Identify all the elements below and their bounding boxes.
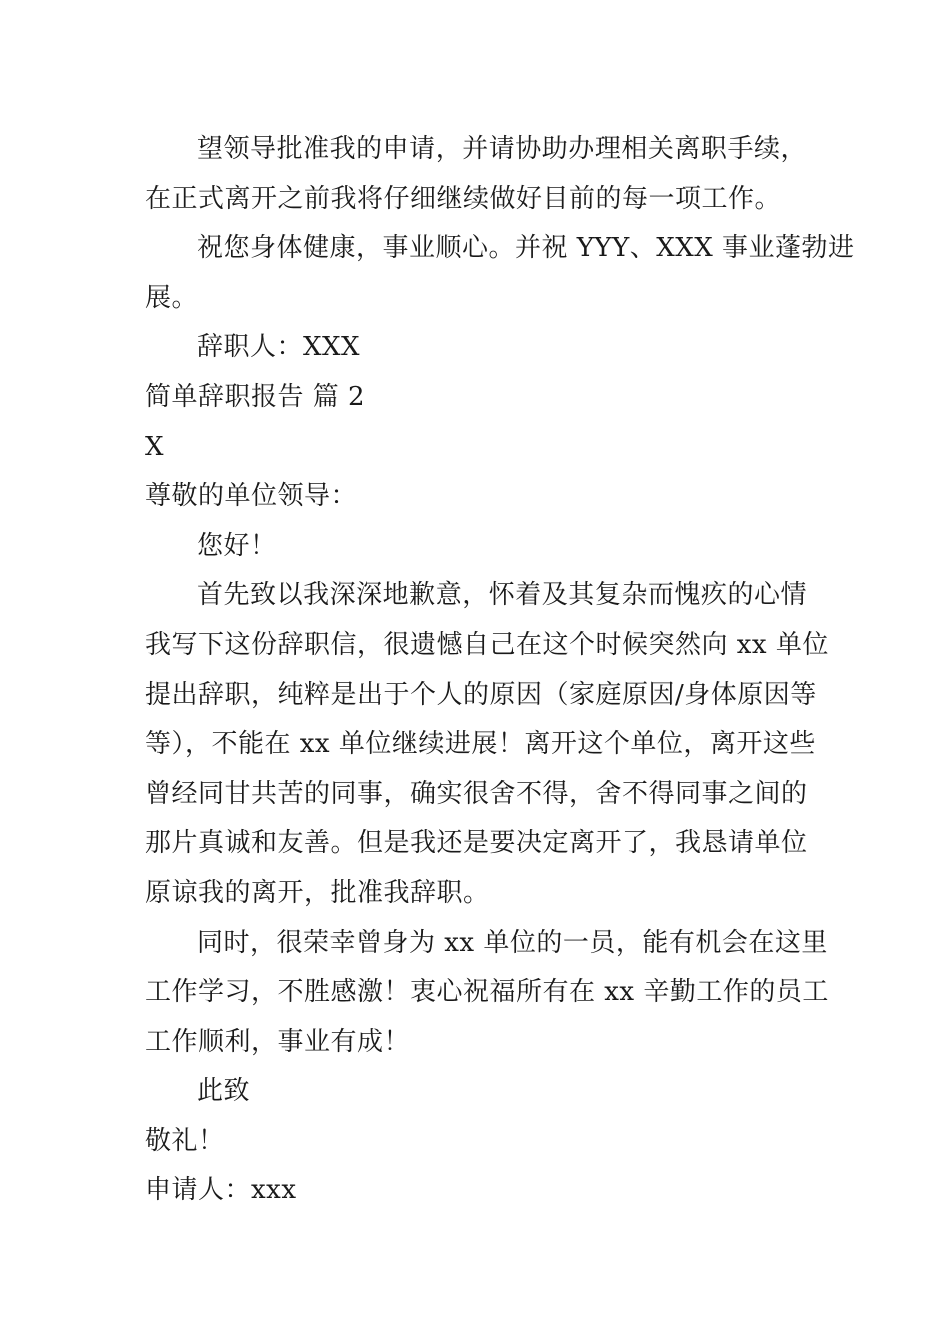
salutation: 尊敬的单位领导： (145, 481, 358, 512)
paragraph-line: 提出辞职，纯粹是出于个人的原因（家庭原因/身体原因等 (145, 679, 817, 710)
paragraph-line: 同时，很荣幸曾身为 xx 单位的一员，能有机会在这里 (197, 927, 828, 958)
closing-salute: 敬礼！ (145, 1125, 225, 1156)
paragraph-line: 曾经同甘共苦的同事，确实很舍不得，舍不得同事之间的 (145, 778, 808, 809)
paragraph-line: 工作学习，不胜感激！衷心祝福所有在 xx 辛勤工作的员工 (145, 977, 829, 1008)
closing-regards: 此致 (197, 1076, 251, 1107)
paragraph-line: 工作顺利，事业有成！ (145, 1026, 411, 1057)
paragraph-wishes (145, 224, 855, 323)
section-title: 简单辞职报告 篇 2 (145, 381, 366, 412)
paragraph-gratitude (145, 919, 829, 1068)
paragraph-apology (145, 571, 829, 918)
paragraph-line: 等），不能在 xx 单位继续进展！离开这个单位，离开这些 (145, 729, 816, 760)
paragraph-line: 首先致以我深深地歉意，怀着及其复杂而愧疚的心情 (197, 580, 807, 611)
signature-applicant: 申请人：xxx (145, 1175, 297, 1206)
paragraph-line: 展。 (145, 282, 199, 313)
signature-resigner: 辞职人：XXX (197, 332, 361, 363)
paragraph-line: 望领导批准我的申请，并请协助办理相关离职手续， (197, 134, 807, 164)
paragraph-approval-request (145, 125, 807, 224)
section-mark: X (145, 431, 165, 462)
paragraph-line: 在正式离开之前我将仔细继续做好目前的每一项工作。 (145, 183, 782, 214)
document-body (145, 125, 855, 1216)
paragraph-line: 那片真诚和友善。但是我还是要决定离开了，我恳请单位 (145, 828, 808, 859)
paragraph-line: 原谅我的离开，批准我辞职。 (145, 877, 490, 908)
paragraph-line: 祝您身体健康，事业顺心。并祝 YYY、XXX 事业蓬勃进 (197, 233, 855, 264)
paragraph-line: 我写下这份辞职信，很遗憾自己在这个时候突然向 xx 单位 (145, 629, 829, 660)
greeting: 您好！ (197, 530, 277, 561)
